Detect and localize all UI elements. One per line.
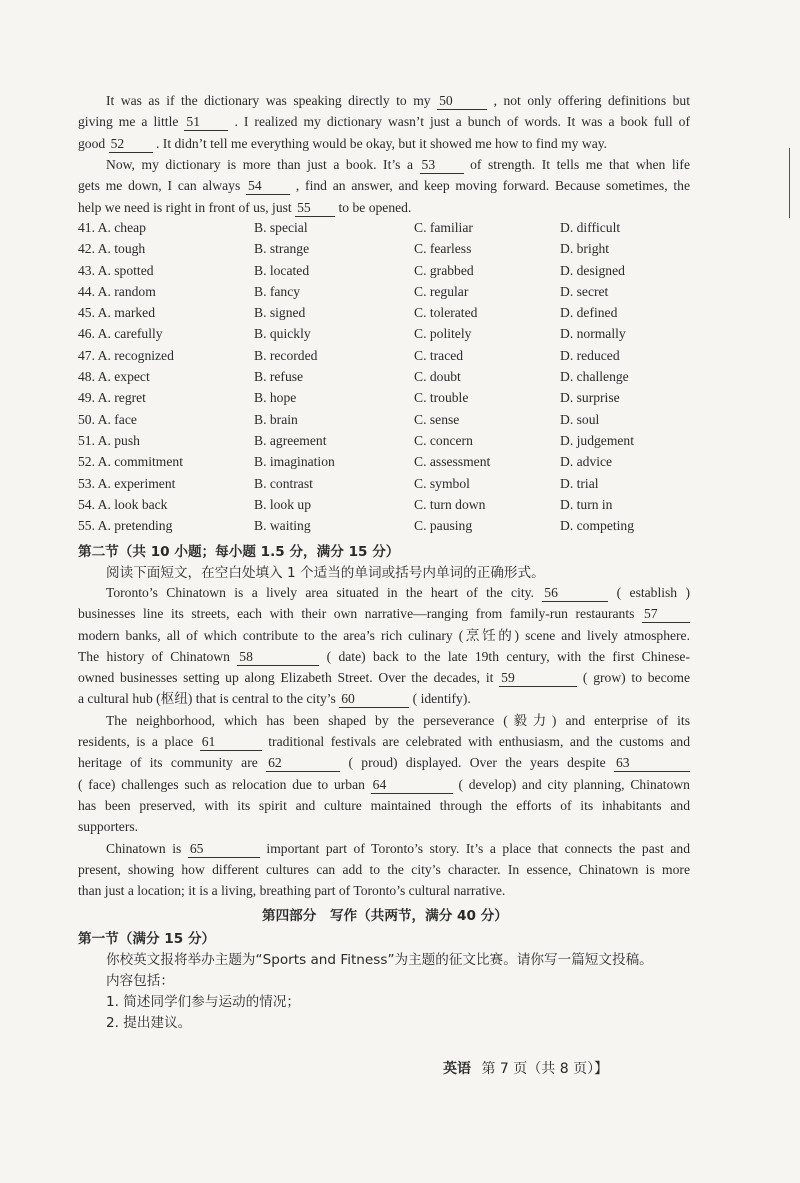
option-choice: D. trial [560,475,599,491]
text-line [78,603,690,624]
line-text: Now, my dictionary is more than just a book. It’s a [106,157,420,172]
footer-subject: 英语 [443,1061,471,1077]
line-text: a cultural hub (枢纽) that is central to the city’s [78,691,340,707]
option-choice: D. advice [560,454,613,470]
answer-blank-62: 62 [266,755,340,772]
option-choice: 45. A. marked [78,305,156,321]
footer-page-number: 第 7 页（共 8 页）】 [481,1061,609,1077]
line-text: It was as if the dictionary was speaking directly to my [106,93,438,108]
option-choice: C. fearless [414,241,472,257]
content-item-1: 1. 简述同学们参与运动的情况； [106,994,301,1010]
option-choice: D. normally [560,326,626,342]
answer-blank-65: 65 [188,841,260,858]
answer-blank-55: 55 [295,200,335,217]
page-edge-mark [789,148,796,218]
option-choice: B. waiting [254,518,311,534]
option-choice: B. quickly [254,326,311,342]
answer-blank-50: 50 [437,93,487,110]
text-line [78,731,690,752]
line-text: help we need is right in front of us, just [78,199,296,215]
option-row [78,218,698,239]
text-line [78,133,690,154]
option-choice: 41. A. cheap [78,220,146,235]
section2-instruction: 阅读下面短文，在空白处填入 1 个适当的单词或括号内单词的正确形式。 [106,565,545,581]
line-text: ( grow) to become [582,670,691,686]
option-choice: D. secret [560,283,609,299]
answer-blank-57: 57 [642,606,690,623]
line-text: The neighborhood, which has been shaped by the perseverance (毅力) and enterprise of its [106,712,690,728]
text-line [78,582,690,603]
option-choice: B. signed [254,305,306,321]
passage1-paragraph1 [78,90,690,154]
option-choice: 42. A. tough [78,241,146,257]
option-choice: B. recorded [254,347,318,363]
content-item-2: 2. 提出建议。 [106,1015,192,1031]
option-choice: 46. A. carefully [78,326,163,342]
option-choice: 54. A. look back [78,496,168,512]
text-line [78,838,690,859]
option-row [78,431,698,452]
line-text: supporters. [78,819,139,835]
option-choice: 48. A. expect [78,369,150,385]
answer-blank-61: 61 [200,734,262,751]
line-text: , not only offering definitions but [493,93,690,108]
option-choice: D. challenge [560,369,629,385]
line-text: giving me a little [78,114,185,130]
text-line [78,859,690,880]
page-footer [443,1058,608,1078]
passage1-paragraph2 [78,154,690,218]
option-row [78,282,698,303]
passage2-paragraph [78,582,690,901]
option-choice: 53. A. experiment [78,475,176,491]
option-choice: C. trouble [414,390,469,406]
line-text: The history of Chinatown [78,648,238,664]
text-line [78,710,690,731]
option-choice: 47. A. recognized [78,347,174,363]
line-text: to be opened. [338,199,412,215]
option-choice: B. located [254,262,310,278]
option-choice: B. brain [254,411,298,427]
option-choice: B. fancy [254,283,301,299]
option-row [78,324,698,345]
option-row [78,474,698,495]
line-text: ( proud) displayed. Over the years despite [348,755,614,771]
line-text: Toronto’s Chinatown is a lively area situated in the heart of the city. [106,585,543,600]
option-choice: 44. A. random [78,283,156,299]
option-choice: C. sense [414,411,460,427]
option-choice: D. designed [560,262,625,278]
option-row [78,239,698,260]
text-line [78,816,690,837]
option-choice: B. look up [254,496,312,512]
option-row [78,516,698,537]
option-choice: B. refuse [254,369,304,385]
option-choice: C. turn down [414,496,486,512]
line-text: Chinatown is [106,840,188,856]
section2-heading: 第二节（共 10 小题；每小题 1.5 分，满分 15 分） [78,544,400,560]
option-choice: B. agreement [254,432,327,448]
line-text: owned businesses setting up along Elizabeth Street. Over the decades, it [78,670,500,686]
option-choice: C. familiar [414,220,473,235]
line-text: heritage of its community are [78,755,267,771]
content-label: 内容包括： [106,973,174,989]
answer-blank-59: 59 [499,670,577,687]
option-choice: B. strange [254,241,310,257]
text-line [78,90,690,111]
option-choice: D. reduced [560,347,620,363]
option-choice: D. turn in [560,496,613,512]
option-choice: C. doubt [414,369,461,385]
text-line [78,646,690,667]
option-choice: B. contrast [254,475,313,491]
line-text: good [78,135,109,151]
option-row [78,495,698,516]
option-row [78,388,698,409]
option-choice: C. assessment [414,454,491,470]
option-choice: 50. A. face [78,411,137,427]
option-choice: D. soul [560,411,600,427]
option-choice: 55. A. pretending [78,518,173,534]
answer-blank-64: 64 [371,777,453,794]
line-text: ( develop) and city planning, Chinatown [458,776,690,792]
line-text: ( identify). [412,691,471,707]
option-choice: B. hope [254,390,297,406]
text-line [78,197,690,218]
text-line [78,688,690,709]
line-text: gets me down, I can always [78,178,247,194]
line-text: . It didn’t tell me everything would be okay, but it showed me how to find my way. [156,135,608,151]
answer-blank-56: 56 [542,585,608,602]
line-text: residents, is a place [78,734,200,750]
text-line [78,795,690,816]
line-text: traditional festivals are celebrated with enthusiasm, and the customs and [268,734,691,750]
options-table [78,218,698,537]
text-line [78,111,690,132]
line-text: of strength. It tells me that when life [470,157,690,172]
option-choice: C. pausing [414,518,473,534]
option-choice: C. regular [414,283,469,299]
part4-heading: 第四部分 写作（共两节，满分 40 分） [262,908,508,924]
option-row [78,346,698,367]
text-line [78,154,690,175]
option-choice: C. politely [414,326,472,342]
line-text: , find an answer, and keep moving forward. Because sometimes, the [295,178,691,194]
answer-blank-53: 53 [420,157,464,174]
text-line [78,175,690,196]
option-choice: 52. A. commitment [78,454,183,470]
option-choice: B. special [254,220,308,235]
option-choice: D. difficult [560,220,621,235]
text-line [78,667,690,688]
text-line [78,752,690,773]
option-choice: C. concern [414,432,473,448]
option-row [78,303,698,324]
option-choice: 51. A. push [78,432,140,448]
text-line [78,774,690,795]
option-choice: C. symbol [414,475,470,491]
option-choice: 49. A. regret [78,390,146,406]
option-choice: D. defined [560,305,618,321]
writing-prompt: 你校英文报将举办主题为“Sports and Fitness”为主题的征文比赛。请你写一篇短文投稿。 [106,952,653,968]
option-row [78,410,698,431]
option-choice: C. traced [414,347,464,363]
option-choice: C. grabbed [414,262,474,278]
line-text: important part of Toronto’s story. It’s a place that connects the past and [266,840,690,856]
text-line [78,625,690,646]
line-text: modern banks, all of which contribute to the area’s rich culinary (烹饪的) scene and lively atmosphere. [78,627,690,643]
answer-blank-51: 51 [184,114,228,131]
text-line [78,880,690,901]
line-text: has been preserved, with its spirit and culture maintained through the efforts of its inhabitants and [78,797,690,813]
option-choice: C. tolerated [414,305,478,321]
line-text: . I realized my dictionary wasn’t just a bunch of words. It was a book full of [234,114,690,130]
line-text: businesses line its streets, each with their own narrative—ranging from family-run restaurants [78,606,642,622]
option-row [78,367,698,388]
part4-section1-heading: 第一节（满分 15 分） [78,931,216,947]
answer-blank-54: 54 [246,178,290,195]
option-row [78,261,698,282]
option-row [78,452,698,473]
option-choice: D. judgement [560,432,634,448]
answer-blank-52: 52 [109,136,153,153]
line-text: ( establish ) [616,585,690,600]
line-text: present, showing how different cultures can add to the city’s character. In essence, Chinatown is more [78,861,690,877]
line-text: than just a location; it is a living, breathing part of Toronto’s cultural narrative. [78,883,506,899]
option-choice: D. competing [560,518,634,534]
answer-blank-58: 58 [237,649,319,666]
option-choice: B. imagination [254,454,335,470]
option-choice: D. surprise [560,390,620,406]
option-choice: D. bright [560,241,610,257]
option-choice: 43. A. spotted [78,262,154,278]
answer-blank-60: 60 [339,691,409,708]
answer-blank-63: 63 [614,755,690,772]
line-text: ( face) challenges such as relocation due to urban [78,776,371,792]
line-text: ( date) back to the late 19th century, with the first Chinese- [326,648,690,664]
